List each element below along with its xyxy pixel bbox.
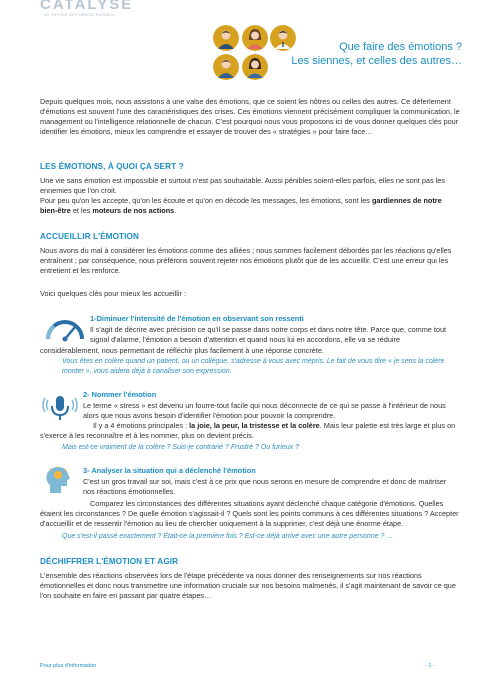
page-title xyxy=(291,40,462,68)
section-heading: DÉCHIFFRER L'ÉMOTION ET AGIR xyxy=(40,557,179,566)
key-paragraph: considérablement, nous permettant de réfléchir plus facilement à une réponse concrète. xyxy=(40,346,324,355)
example-text: Que s'est-il passé exactement ? Était-ce la première fois ? Est-ce déjà arrivé avec une autre personne ? … xyxy=(62,533,394,540)
avatar-woman-icon xyxy=(242,54,268,80)
avatar-man-icon xyxy=(213,25,239,51)
key-paragraph: Comparez les circonstances des différentes situations ayant déclenché chaque catégorie d'émotions. Quelles étaient les circonstances ? De quelle émotion s'agissait-il ? Quels sont les points communs à ces différentes situations ? Accepter d'accueillir et de ressentir l'émotion au lieu de chercher uniquement à la supprimer, c'est déjà une énorme étape. xyxy=(40,499,459,528)
logo: CATALYSE xyxy=(40,0,134,13)
title-line-2: Les siennes, et celles des autres… xyxy=(291,55,462,67)
key-title: 3- Analyser la situation qui a déclenché l'émotion xyxy=(83,466,256,475)
section-paragraph: Voici quelques clés pour mieux les accueillir : xyxy=(40,289,187,298)
bold-text: la joie, la peur, la tristesse et la colère xyxy=(189,421,320,430)
gauge-icon xyxy=(44,315,86,343)
section-paragraph: L'ensemble des réactions observées lors de l'étape précédente va nous donner des renseignements sur nos réactions émotionnelles et donc nous transmettre une information cruciale sur nos besoins malmenés, il s'agit maintenant de savoir ce que l'on souhaite en faire en passant par quatre étapes… xyxy=(40,571,456,600)
microphone-icon xyxy=(42,394,78,422)
text: . xyxy=(174,206,177,215)
logo-subtitle: au service des talents humains xyxy=(44,12,115,17)
example-text: Mais est-ce vraiment de la colère ? Suis-je contrarié ? Frustré ? Ou furieux ? xyxy=(62,444,299,451)
intro-paragraph: Depuis quelques mois, nous assistons à une valse des émotions, que ce soient les nôtres ou celles des autres. Ce déferlement d'émotions est souvent l'une des caractéristiques des crises. Ces émotions viennent précisément compliquer la communication, le management ou l'intelligence relationnelle de chacun. C'est pourquoi nous vous proposons ici de vous donner quelques clés pour identifier les émotions, mieux les comprendre et essayer de trouver des « stratégies » pour faire face… xyxy=(40,97,460,136)
bold-text: gardiennes de notre bien-être xyxy=(40,196,442,215)
key-title: 1-Diminuer l'intensité de l'émotion en observant son ressenti xyxy=(90,314,304,323)
footer-info-label: Pour plus d'information xyxy=(40,663,97,669)
key-paragraph: Il s'agit de décrire avec précision ce qu'il se passe dans notre corps et dans notre tête. Parce que, comme tout signal d'alarme, l'émotion a besoin d'attention et quand nous lui en accordons, elle va se réduire xyxy=(90,325,447,344)
text: Il y a 4 émotions principales : xyxy=(93,421,190,430)
example-text: Vous êtes en colère quand un patient, ou un collègue, s'adresse à vous avec mépris. Le fait de vous dire « je sens la colère monter », vous aidera déjà à canaliser son expression. xyxy=(62,358,445,375)
section-paragraph: Une vie sans émotion est impossible et surtout n'est pas souhaitable. Aussi pénibles soient-elles parfois, elles ne sont pas les ennemies que l'on croit. xyxy=(40,176,445,195)
key-paragraph xyxy=(40,421,460,441)
text: Pour peu qu'on les accepte, qu'on les écoute et qu'on en décode les messages, les émotions, sont les xyxy=(40,196,372,205)
key-title: 2- Nommer l'émotion xyxy=(83,390,157,399)
key-paragraph: Le terme « stress » est devenu un fourre-tout facile qui nous déconnecte de ce qui se passe à l'intérieur de nous alors que nous avons besoin d'identifier l'émotion pour pouvoir la comprendre. xyxy=(83,401,446,420)
text: et les xyxy=(70,206,93,215)
lightbulb-head-icon xyxy=(44,465,78,495)
avatar-woman-icon xyxy=(242,25,268,51)
section-heading: LES ÉMOTIONS, À QUOI ÇA SERT ? xyxy=(40,162,184,171)
avatar-man-icon xyxy=(213,54,239,80)
page-number: - 1 - xyxy=(425,663,435,669)
section-heading: ACCUEILLIR L'ÉMOTION xyxy=(40,232,140,241)
section-paragraph xyxy=(40,196,460,216)
key-paragraph: C'est un gros travail sur soi, mais c'est à ce prix que nous serons en mesure de comprendre et donc de maitriser nos réactions émotionnelles. xyxy=(83,477,447,496)
title-line-1: Que faire des émotions ? xyxy=(339,41,462,53)
bold-text: moteurs de nos actions xyxy=(92,206,175,215)
text: . Mais leur palette est très large et plus on s'exerce à les reconnaître et à les nommer, plus on devient précis. xyxy=(40,421,456,440)
section-paragraph: Nous avons du mal à considérer les émotions comme des alliées ; nous sommes facilement débordés par les réactions qu'elles entraînent ; par conséquence, nous préférons souvent rejeter nos émotions plutôt que de les accueillir. C'est une erreur qui les entretient et les renforce. xyxy=(40,246,452,275)
